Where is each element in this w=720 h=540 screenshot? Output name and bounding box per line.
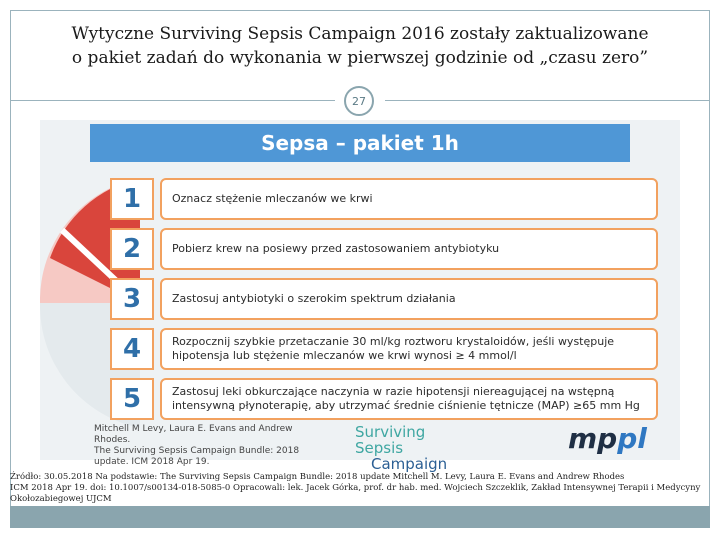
source-line-3: Okołozabiegowej UJCM — [10, 494, 112, 504]
step-text: Oznacz stężenie mleczanów we krwi — [160, 178, 658, 220]
step-3 — [110, 278, 658, 320]
step-number: 2 — [110, 228, 154, 270]
ssc-logo-line-2: Campaign — [371, 455, 448, 473]
step-1 — [110, 178, 658, 220]
mppl-logo-pl: pl — [617, 422, 647, 455]
mppl-logo-mp: mp — [568, 422, 618, 455]
step-number: 5 — [110, 378, 154, 420]
step-text: Zastosuj antybiotyki o szerokim spektrum działania — [160, 278, 658, 320]
surviving-sepsis-logo — [355, 424, 475, 472]
step-text: Zastosuj leki obkurczające naczynia w razie hipotensji niereagującej na wstępną intensywną płynoterapię, aby utrzymać średnie ciśnienie tętnicze (MAP) ≥65 mm Hg — [160, 378, 658, 420]
credit-line-1: Mitchell M Levy, Laura E. Evans and Andrew Rhodes. — [94, 424, 293, 445]
source-note — [10, 472, 710, 505]
divider-left — [10, 100, 335, 101]
source-line-2: ICM 2018 Apr 19. doi: 10.1007/s00134-018-5085-0 Opracowali: lek. Jacek Górka, prof. dr hab. med. Wojciech Szczeklik, Zakład Intensywnej Terapii i Medycyny — [10, 483, 701, 493]
step-number: 3 — [110, 278, 154, 320]
step-number: 4 — [110, 328, 154, 370]
sepsis-bundle-infographic — [40, 120, 680, 473]
infographic-credit — [94, 424, 314, 468]
title-line-1: Wytyczne Surviving Sepsis Campaign 2016 zostały zaktualizowane — [71, 24, 649, 44]
divider-right — [385, 100, 710, 101]
mppl-logo — [568, 422, 647, 455]
step-number: 1 — [110, 178, 154, 220]
step-text: Rozpocznij szybkie przetaczanie 30 ml/kg roztworu krystaloidów, jeśli występuje hipotensja lub stężenie mleczanów we krwi wynosi ≥ 4 mmol/l — [160, 328, 658, 370]
slide-title — [0, 22, 720, 70]
footer-bar — [10, 506, 710, 528]
step-4 — [110, 328, 658, 370]
title-line-2: o pakiet zadań do wykonania w pierwszej godzinie od „czasu zero” — [71, 48, 649, 68]
step-5 — [110, 378, 658, 420]
ssc-logo-line-1: Surviving Sepsis — [355, 423, 426, 457]
credit-line-2: The Surviving Sepsis Campaign Bundle: 2018 update. ICM 2018 Apr 19. — [94, 446, 300, 467]
page-number: 27 — [344, 86, 374, 116]
infographic-banner: Sepsa – pakiet 1h — [90, 124, 630, 162]
source-line-1: Źródło: 30.05.2018 Na podstawie: The Surviving Sepsis Campaign Bundle: 2018 update Mitchell M. Levy, Laura E. Evans and Andrew Rhodes — [10, 472, 625, 482]
step-text: Pobierz krew na posiewy przed zastosowaniem antybiotyku — [160, 228, 658, 270]
step-2 — [110, 228, 658, 270]
